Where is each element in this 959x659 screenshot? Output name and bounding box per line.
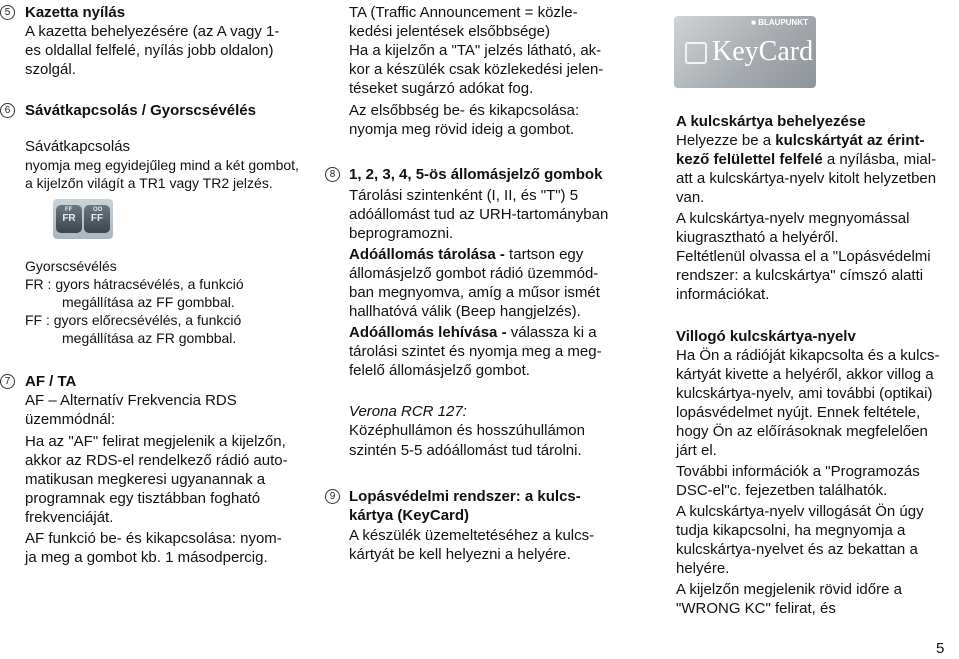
fr-ff-buttons-image (53, 199, 113, 239)
text-line: Adóállomás tárolása - tartson egy (349, 246, 584, 263)
item-number-7: 7 (0, 374, 15, 389)
text-line: es oldallal felfelé, nyílás jobb oldalon) (25, 42, 274, 59)
keycard-image (674, 16, 816, 88)
text-line: lopásvédelmet nyújt. Ennek feltétele, (676, 404, 921, 421)
page-number: 5 (936, 640, 945, 657)
text-line: kor a készülék csak közlekedési jelen- (349, 61, 604, 78)
text-line: Feltétlenül olvassa el a "Lopásvédelmi (676, 248, 931, 265)
text-line: adóállomást tud az URH-tartományban (349, 206, 609, 223)
text-line: Helyezze be a kulcskártyát az érint- (676, 132, 925, 149)
text-line: helyére. (676, 560, 730, 577)
chip-icon (685, 42, 707, 64)
text-line: nyomja meg egyidejűleg mind a két gombot, (25, 157, 299, 173)
text-line: További információk a "Programozás (676, 463, 920, 480)
text-line: programnak egy tisztábban fogható (25, 490, 261, 507)
text-line: kártyát kivette a helyéről, akkor villog a (676, 366, 934, 383)
item-number-8: 8 (325, 167, 340, 182)
text-line: van. (676, 189, 705, 206)
fr-button-image: FF FR (56, 205, 82, 233)
text-line: megállítása az FF gombbal. (62, 294, 235, 310)
text-line: rendszer: a kulcskártya" címszó alatti (676, 267, 924, 284)
text-line: Ha Ön a rádióját kikapcsolta és a kulcs- (676, 347, 940, 364)
model-label: Verona RCR 127: (349, 403, 467, 420)
text-line: hallhatóvá válik (Beep hangjelzés). (349, 303, 581, 320)
track-switch-heading: Sávátkapcsolás / Gyorscsévélés (25, 102, 256, 119)
text-line: Az elsőbbség be- és kikapcsolása: (349, 102, 580, 119)
text-line: Ha a kijelzőn a "TA" jelzés látható, ak- (349, 42, 602, 59)
text-line: járt el. (676, 442, 717, 459)
text-line: kulcskártya-nyelv, ami további (optikai) (676, 385, 933, 402)
text-line: kártyát be kell helyezni a helyére. (349, 546, 571, 563)
subheading: Sávátkapcsolás (25, 138, 131, 155)
text-line: információkat. (676, 286, 770, 303)
text-line: A kulcskártya-nyelv villogását Ön úgy (676, 503, 924, 520)
af-ta-heading: AF / TA (25, 373, 77, 390)
text-line: kiugrasztható a helyéről. (676, 229, 839, 246)
blinking-card-heading: Villogó kulcskártya-nyelv (676, 328, 856, 345)
text-line: akkor az RDS-el rendelkező rádió auto- (25, 452, 288, 469)
ff-button-image: OO FF (84, 205, 110, 233)
text-line: TA (Traffic Announcement = közle- (349, 4, 578, 21)
text-line: kező felülettel felfelé a nyílásba, mial- (676, 151, 937, 168)
item-number-5: 5 (0, 5, 15, 20)
text-line: tudja kikapcsolni, ha megnyomja a (676, 522, 906, 539)
item-number-6: 6 (0, 103, 15, 118)
text-line: A kazetta behelyezésére (az A vagy 1- (25, 23, 280, 40)
text-line: AF funkció be- és kikapcsolása: nyom- (25, 530, 282, 547)
text-line: DSC-el"c. fejezetben találhatók. (676, 482, 888, 499)
insert-card-heading: A kulcskártya behelyezése (676, 113, 866, 130)
item-number-9: 9 (325, 489, 340, 504)
text-line: matikusan megkeresi ugyanannak a (25, 471, 266, 488)
text-line: AF – Alternatív Frekvencia RDS (25, 392, 237, 409)
text-line: felelő állomásjelző gombot. (349, 362, 530, 379)
text-line: ban megnyomva, amíg a műsor ismét (349, 284, 600, 301)
text-line: beprogramozni. (349, 225, 454, 242)
text-line: téseket sugárzó adókat fog. (349, 80, 534, 97)
preset-buttons-heading: 1, 2, 3, 4, 5-ös állomásjelző gombok (349, 166, 603, 183)
text-line: frekvenciáját. (25, 509, 114, 526)
text-line: tárolási szintet és nyomja meg a meg- (349, 343, 602, 360)
text-line: Középhullámon és hosszúhullámon (349, 422, 585, 439)
text-line: Tárolási szintenként (I, II, és "T") 5 (349, 187, 579, 204)
text-line: "WRONG KC" felirat, és (676, 600, 836, 617)
blaupunkt-logo: ■ BLAUPUNKT (751, 18, 808, 27)
anti-theft-heading: Lopásvédelmi rendszer: a kulcs- (349, 488, 581, 505)
text-line: A kulcskártya-nyelv megnyomással (676, 210, 910, 227)
text-line: nyomja meg rövid ideig a gombot. (349, 121, 575, 138)
text-line: szolgál. (25, 61, 76, 78)
text-line: FF : gyors előrecsévélés, a funkció (25, 312, 242, 328)
text-line: att a kulcskártya-nyelv kitolt helyzetben (676, 170, 937, 187)
subheading: Gyorscsévélés (25, 258, 117, 274)
text-line: állomásjelző gombot rádió üzemmód- (349, 265, 599, 282)
text-line: kulcskártya-nyelvet és az bekattan a (676, 541, 918, 558)
text-line: Ha az "AF" felirat megjelenik a kijelzőn, (25, 433, 286, 450)
cassette-slot-heading: Kazetta nyílás (25, 4, 126, 21)
text-line: megállítása az FR gombbal. (62, 330, 237, 346)
text-line: ja meg a gombot kb. 1 másodpercig. (25, 549, 268, 566)
anti-theft-heading-cont: kártya (KeyCard) (349, 507, 470, 524)
text-line: szintén 5-5 adóállomást tud tárolni. (349, 442, 582, 459)
text-line: Adóállomás lehívása - válassza ki a (349, 324, 597, 341)
text-line: A kijelzőn megjelenik rövid időre a (676, 581, 902, 598)
text-line: a kijelzőn világít a TR1 vagy TR2 jelzés. (25, 175, 273, 191)
text-line: FR : gyors hátracsévélés, a funkció (25, 276, 244, 292)
keycard-label: KeyCard (712, 36, 814, 67)
text-line: kedési jelentések elsőbbsége) (349, 23, 550, 40)
text-line: üzemmódnál: (25, 411, 116, 428)
text-line: hogy Ön az előírásoknak megfelelően (676, 423, 928, 440)
text-line: A készülék üzemeltetéséhez a kulcs- (349, 527, 595, 544)
